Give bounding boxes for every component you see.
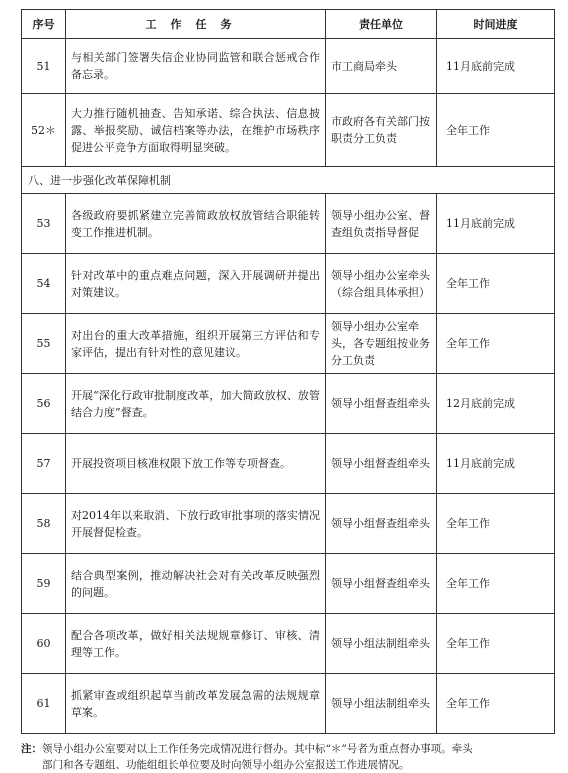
row-number: 52＊: [22, 94, 66, 167]
row-number: 61: [22, 674, 66, 734]
row-number: 58: [22, 494, 66, 554]
table-row: [22, 614, 555, 674]
row-task: 与相关部门签署失信企业协同监管和联合惩戒合作备忘录。: [66, 39, 326, 94]
table-row: [22, 434, 555, 494]
table-row: [22, 494, 555, 554]
row-number: 60: [22, 614, 66, 674]
table-row: [22, 374, 555, 434]
row-number: 56: [22, 374, 66, 434]
row-unit: 领导小组督查组牵头: [326, 554, 437, 614]
row-time: 全年工作: [437, 254, 555, 314]
row-time: 全年工作: [437, 614, 555, 674]
row-time: 11月底前完成: [437, 434, 555, 494]
footnote-line-1: 领导小组办公室要对以上工作任务完成情况进行督办。其中标“＊”号者为重点督办事项。牵头: [42, 743, 473, 755]
header-unit: 责任单位: [326, 10, 437, 39]
section-row: [22, 167, 555, 194]
row-number: 57: [22, 434, 66, 494]
row-time: 全年工作: [437, 94, 555, 167]
row-unit: 领导小组督查组牵头: [326, 494, 437, 554]
table-row: [22, 554, 555, 614]
header-time: 时间进度: [437, 10, 555, 39]
row-unit: 领导小组督查组牵头: [326, 434, 437, 494]
row-number: 53: [22, 194, 66, 254]
table-row: [22, 39, 555, 94]
row-unit: 市工商局牵头: [326, 39, 437, 94]
table-row: [22, 94, 555, 167]
row-task: 大力推行随机抽查、告知承诺、综合执法、信息披露、举报奖励、诚信档案等办法，在维护市场秩序促进公平竞争方面取得明显突破。: [66, 94, 326, 167]
row-task: 各级政府要抓紧建立完善简政放权放管结合职能转变工作推进机制。: [66, 194, 326, 254]
table-row: [22, 194, 555, 254]
row-task: 抓紧审查或组织起草当前改革发展急需的法规规章草案。: [66, 674, 326, 734]
row-number: 51: [22, 39, 66, 94]
row-number: 59: [22, 554, 66, 614]
row-task: 开展投资项目核准权限下放工作等专项督查。: [66, 434, 326, 494]
task-table: [21, 9, 555, 734]
row-task: 开展“深化行政审批制度改革，加大简政放权、放管结合力度”督查。: [66, 374, 326, 434]
row-time: 11月底前完成: [437, 194, 555, 254]
row-unit: 领导小组办公室牵头（综合组具体承担）: [326, 254, 437, 314]
row-time: 全年工作: [437, 494, 555, 554]
row-unit: 领导小组办公室牵头，各专题组按业务分工负责: [326, 314, 437, 374]
row-time: 11月底前完成: [437, 39, 555, 94]
row-unit: 市政府各有关部门按职责分工负责: [326, 94, 437, 167]
row-unit: 领导小组办公室、督查组负责指导督促: [326, 194, 437, 254]
row-task: 配合各项改革，做好相关法规规章修订、审核、清理等工作。: [66, 614, 326, 674]
footnote-label: 注：: [21, 743, 42, 755]
footnote: [21, 741, 556, 773]
table-row: [22, 254, 555, 314]
header-no: 序号: [22, 10, 66, 39]
row-task: 结合典型案例，推动解决社会对有关改革反映强烈的问题。: [66, 554, 326, 614]
row-task: 对2014年以来取消、下放行政审批事项的落实情况开展督促检查。: [66, 494, 326, 554]
row-task: 对出台的重大改革措施，组织开展第三方评估和专家评估，提出有针对性的意见建议。: [66, 314, 326, 374]
row-number: 54: [22, 254, 66, 314]
table-header-row: [22, 10, 555, 39]
footnote-line-2: 部门和各专题组、功能组组长单位要及时向领导小组办公室报送工作进展情况。: [42, 759, 410, 771]
row-unit: 领导小组法制组牵头: [326, 614, 437, 674]
table-row: [22, 314, 555, 374]
row-time: 12月底前完成: [437, 374, 555, 434]
row-number: 55: [22, 314, 66, 374]
row-task: 针对改革中的重点难点问题，深入开展调研并提出对策建议。: [66, 254, 326, 314]
row-time: 全年工作: [437, 314, 555, 374]
row-time: 全年工作: [437, 674, 555, 734]
row-unit: 领导小组督查组牵头: [326, 374, 437, 434]
header-task: 工作任务: [66, 10, 326, 39]
row-time: 全年工作: [437, 554, 555, 614]
section-title: 八、进一步强化改革保障机制: [22, 167, 555, 194]
row-unit: 领导小组法制组牵头: [326, 674, 437, 734]
table-row: [22, 674, 555, 734]
